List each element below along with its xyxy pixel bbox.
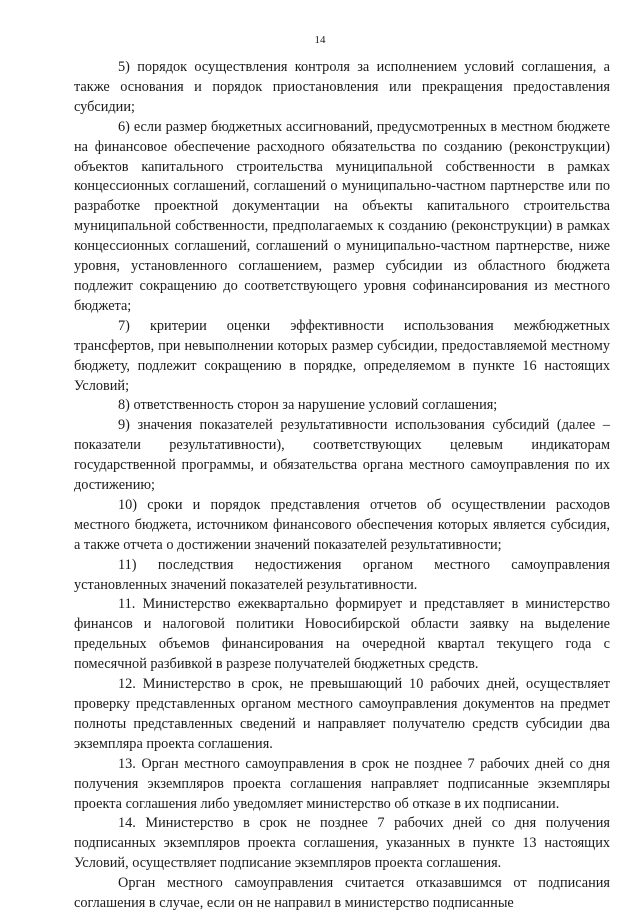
paragraph-item-9: 9) значения показателей результативности использования субсидий (далее – показатели результативности), соответствующих целевым индикаторам государственной программы, и обязательства органа местного самоуправления по их достижению; [74, 417, 610, 494]
paragraph-clause-11: 11. Министерство ежеквартально формирует и представляет в министерство финансов и налоговой политики Новосибирской области заявку на выделение предельных объемов финансирования на очередной квартал текущего года с помесячной разбивкой в разрезе получателей бюджетных средств. [74, 596, 610, 673]
paragraph-item-6: 6) если размер бюджетных ассигнований, предусмотренных в местном бюджете на финансовое обеспечение расходного обязательства по созданию (реконструкции) объектов капитального строительства муниципальной собственности в рамках концессионных соглашений, соглашений о муниципально-частном партнерстве или по разработке проектной документации на объекты капитального строительства муниципальной собственности, предполагаемых к созданию (реконструкции) в рамках концессионных соглашений, соглашений о муниципально-частном партнерстве, ниже уровня, установленного соглашением, размер субсидии из областного бюджета подлежит сокращению до соответствующего уровня софинансирования из местного бюджета; [74, 118, 610, 314]
paragraph-item-8: 8) ответственность сторон за нарушение условий соглашения; [118, 397, 498, 414]
paragraph-refusal: Орган местного самоуправления считается отказавшимся от подписания соглашения в случае, если он не направил в министерство подписанные [74, 875, 610, 912]
paragraph-clause-12: 12. Министерство в срок, не превышающий 10 рабочих дней, осуществляет проверку представленных органом местного самоуправления документов на предмет полноты представленных сведений и направляет получателю средств субсидии два экземпляра проекта соглашения. [74, 676, 610, 752]
paragraph-item-11: 11) последствия недостижения органом местного самоуправления установленных значений показателей результативности. [74, 556, 610, 593]
paragraph-clause-14: 14. Министерство в срок не позднее 7 рабочих дней со дня получения подписанных экземпляров проекта соглашения, указанных в пункте 13 настоящих Условий, осуществляет подписание экземпляров проекта соглашения. [74, 815, 610, 872]
page-number: 14 [314, 34, 326, 46]
paragraph-item-5: 5) порядок осуществления контроля за исполнением условий соглашения, а также основания и порядок приостановления или прекращения предоставления субсидии; [74, 59, 610, 115]
document-body [74, 58, 610, 914]
paragraph-clause-13: 13. Орган местного самоуправления в срок не позднее 7 рабочих дней со дня получения экземпляров проекта соглашения направляет подписанные экземпляры проекта соглашения либо уведомляет министерство об отказе в их подписании. [74, 755, 610, 812]
paragraph-item-7: 7) критерии оценки эффективности использования межбюджетных трансфертов, при невыполнении которых размер субсидии, предоставляемой местному бюджету, подлежит сокращению в порядке, определяемом в пункте 16 настоящих Условий; [74, 317, 610, 394]
paragraph-item-10: 10) сроки и порядок представления отчетов об осуществлении расходов местного бюджета, источником финансового обеспечения которых является субсидия, а также отчета о достижении значений показателей результативности; [74, 496, 610, 553]
